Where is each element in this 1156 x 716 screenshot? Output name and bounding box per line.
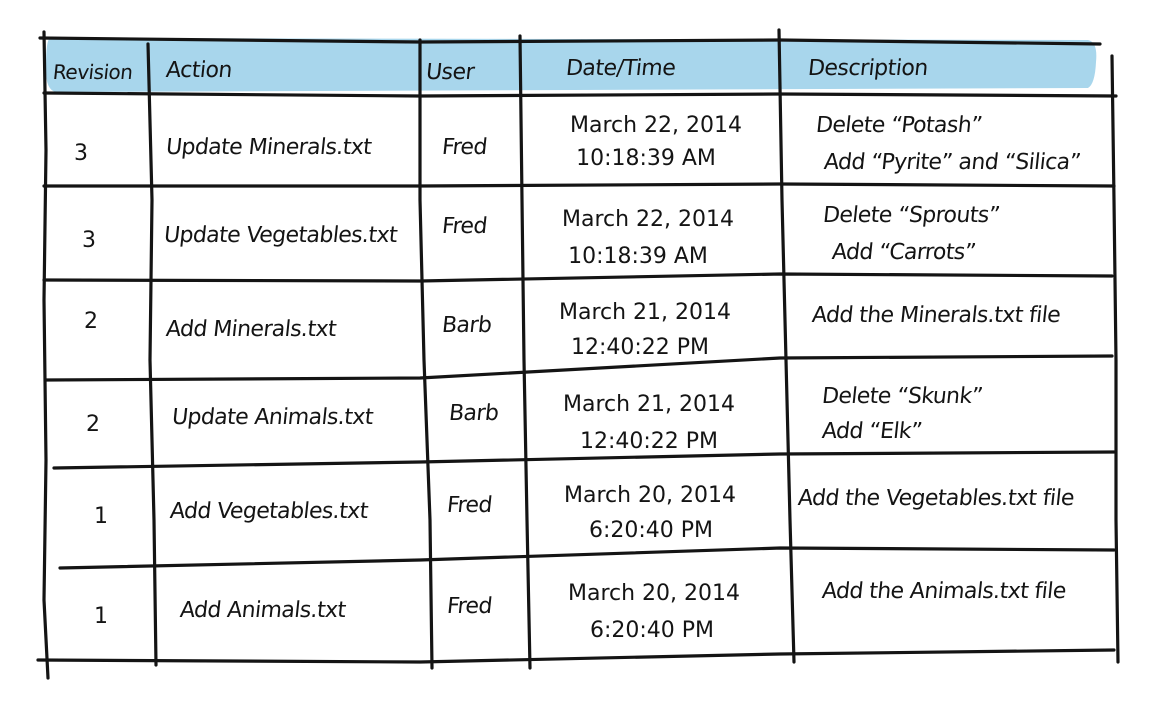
row3-revision: 2	[84, 309, 98, 334]
row2-user: Fred	[440, 214, 489, 239]
row3-desc-line1: Add the Minerals.txt file	[810, 303, 1062, 328]
row6-action: Add Animals.txt	[178, 598, 347, 623]
row4-action: Update Animals.txt	[170, 405, 375, 430]
row1-desc-line1: Delete “Potash”	[814, 113, 984, 138]
row5-action: Add Vegetables.txt	[168, 499, 369, 524]
row4-revision: 2	[86, 412, 100, 437]
row2-action: Update Vegetables.txt	[162, 223, 399, 248]
row5-date: March 20, 2014	[563, 483, 737, 508]
row6-desc-line1: Add the Animals.txt file	[820, 579, 1068, 604]
row3-date: March 21, 2014	[558, 300, 732, 325]
row5-desc-line1: Add the Vegetables.txt file	[796, 486, 1076, 511]
row4-desc-line2: Add “Elk”	[820, 419, 924, 444]
row4-desc-line1: Delete “Skunk”	[820, 384, 984, 409]
row6-revision: 1	[94, 604, 108, 629]
header-datetime: Date/Time	[564, 56, 677, 81]
row2-revision: 3	[82, 228, 96, 253]
row3-action: Add Minerals.txt	[164, 317, 338, 342]
row4-user: Barb	[447, 401, 500, 426]
row1-action: Update Minerals.txt	[164, 135, 373, 160]
row6-user: Fred	[445, 594, 494, 619]
row5-user: Fred	[445, 493, 494, 518]
row1-time: 10:18:39 AM	[576, 146, 716, 171]
header-description: Description	[806, 56, 930, 81]
row3-time: 12:40:22 PM	[570, 335, 710, 360]
row2-desc-line2: Add “Carrots”	[830, 240, 977, 265]
row2-desc-line1: Delete “Sprouts”	[821, 203, 1001, 228]
row5-revision: 1	[94, 504, 108, 529]
row3-user: Barb	[440, 313, 493, 338]
row1-user: Fred	[440, 135, 489, 160]
row4-time: 12:40:22 PM	[579, 429, 719, 454]
row2-time: 10:18:39 AM	[568, 244, 708, 269]
row2-date: March 22, 2014	[561, 207, 735, 232]
header-revision: Revision	[51, 60, 134, 84]
row1-desc-line2: Add “Pyrite” and “Silica”	[822, 150, 1082, 175]
header-action: Action	[164, 58, 234, 83]
row1-revision: 3	[74, 141, 88, 166]
row1-date: March 22, 2014	[569, 113, 743, 138]
row6-time: 6:20:40 PM	[589, 618, 715, 643]
header-user: User	[424, 60, 476, 85]
row6-date: March 20, 2014	[567, 581, 741, 606]
row5-time: 6:20:40 PM	[588, 518, 714, 543]
row4-date: March 21, 2014	[562, 392, 736, 417]
